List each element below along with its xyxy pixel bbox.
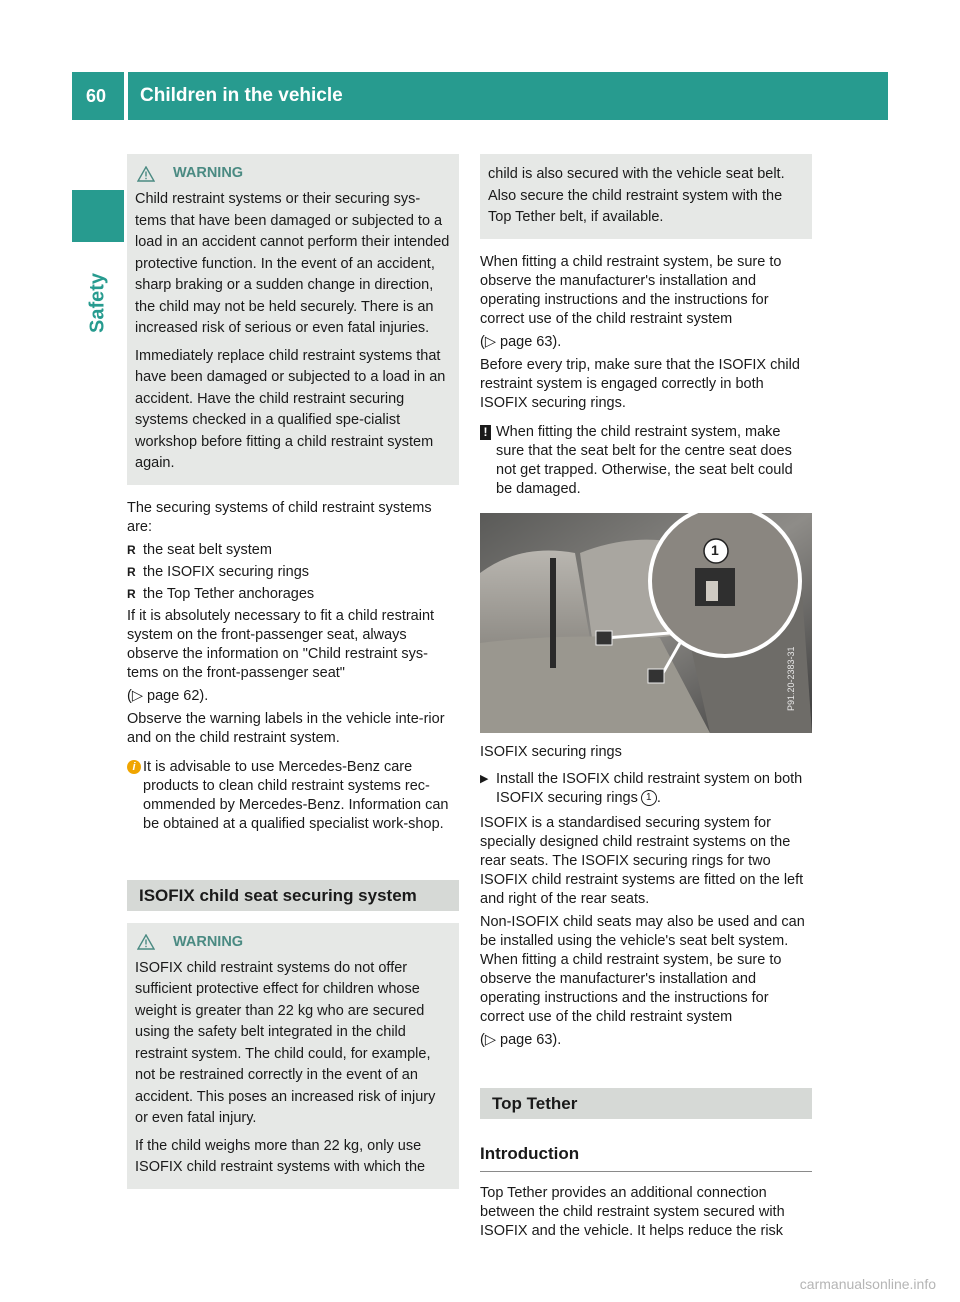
step-text: Install the ISOFIX child restraint system on both ISOFIX securing rings — [496, 770, 803, 806]
warning-triangle-icon — [137, 934, 155, 950]
securing-list — [127, 541, 459, 604]
list-item: R the ISOFIX securing rings — [127, 563, 459, 582]
callout-marker: 1 — [641, 790, 657, 806]
warning-text: Immediately replace child restraint systems that have been damaged or subjected to a load in an accident. Have the child restraint securing systems checked in a qualified spe-cialist workshop before fitting a child restraint system again. — [135, 347, 446, 471]
warning-label: WARNING — [173, 165, 244, 181]
left-column — [127, 154, 459, 1203]
list-item: R the Top Tether anchorages — [127, 585, 459, 604]
warning-heading — [135, 164, 451, 183]
info-note — [127, 758, 459, 834]
list-item: R the seat belt system — [127, 541, 459, 560]
warning-text: ISOFIX child restraint systems do not offer sufficient protective effect for children whose weight is greater than 22 kg who are secured using the safety belt integrated in the child restraint system. The child could, for example, not be restrained correctly in the event of an accident. This poses an increased risk of injury or even fatal injury. — [135, 959, 436, 1126]
section-tab-block — [72, 190, 124, 242]
warning-box-continued — [480, 154, 812, 239]
page-reference-link[interactable]: (▷ page 63). — [480, 333, 562, 350]
info-note-text: It is advisable to use Mercedes-Benz care products to clean child restraint systems rec-ommended by Mercedes-Benz. Information can be obtained at a qualified specialist work-shop. — [143, 758, 449, 832]
section-tab — [72, 248, 124, 358]
warning-label: WARNING — [173, 933, 244, 950]
photo-caption: ISOFIX securing rings — [480, 743, 622, 760]
right-column — [480, 154, 812, 1245]
before-trip-paragraph: Before every trip, make sure that the ISOFIX child restraint system is engaged correctly in both ISOFIX securing rings. — [480, 356, 800, 411]
watermark: carmanualsonline.info — [799, 1276, 936, 1292]
non-isofix-paragraph: Non-ISOFIX child seats may also be used and can be installed using the vehicle's seat belt system. When fitting a child restraint system, be sure to observe the manufacturer's installation and operating instructions and the instructions for correct use of the child restraint system — [480, 913, 805, 1025]
page-number: 60 — [86, 86, 107, 106]
introduction-heading: Introduction — [480, 1131, 812, 1172]
top-tether-heading: Top Tether — [480, 1088, 812, 1119]
page-reference-link[interactable]: (▷ page 63). — [480, 1031, 562, 1048]
notice-note — [480, 423, 812, 499]
section-label: Safety — [86, 272, 109, 334]
warning-text: Child restraint systems or their securing sys-tems that have been damaged or subjected to a load in an accident cannot perform their intended protective function. In the event of an accident, sharp braking or a sudden change in direction, the child may not be held securely. There is an increased risk of serious or even fatal injuries. — [135, 191, 450, 336]
isofix-heading: ISOFIX child seat securing system — [127, 880, 459, 911]
warning-text: child is also secured with the vehicle seat belt. Also secure the child restraint system with the Top Tether belt, if available. — [488, 166, 785, 225]
warning-text: If the child weighs more than 22 kg, only use ISOFIX child restraint systems with which the — [135, 1137, 426, 1175]
warning-heading — [135, 933, 451, 952]
page-number-block — [72, 72, 124, 120]
fitting-paragraph: When fitting a child restraint system, be sure to observe the manufacturer's installation and operating instructions and the instructions for correct use of the child restraint system — [480, 253, 782, 327]
isofix-photo — [480, 513, 812, 733]
isofix-paragraph: ISOFIX is a standardised securing system for specially designed child restraint systems on the rear seats. The ISOFIX securing rings for two ISOFIX child restraint systems are fitted on the left and right of the rear seats. — [480, 814, 804, 907]
chapter-title: Children in the vehicle — [140, 85, 343, 106]
warning-labels-paragraph: Observe the warning labels in the vehicle inte-rior and on the child restraint system. — [127, 710, 445, 746]
photo-code: P91.20-2383-31 — [786, 645, 796, 711]
warning-triangle-icon — [137, 166, 155, 182]
photo-callout: 1 — [711, 541, 719, 558]
warning-box-1 — [127, 154, 459, 485]
front-seat-paragraph: If it is absolutely necessary to fit a child restraint system on the front-passenger seat, always observe the information on "Child restraint sys-tems on the front-passenger seat" — [127, 607, 435, 681]
exclamation-icon: ! — [480, 425, 491, 440]
info-icon: i — [127, 760, 141, 774]
notice-text: When fitting the child restraint system, make sure that the seat belt for the centre seat does not get trapped. Otherwise, the seat belt could be damaged. — [496, 423, 793, 497]
page-reference-link[interactable]: (▷ page 62). — [127, 687, 209, 704]
chapter-header — [128, 72, 888, 120]
install-step: ▶ Install the ISOFIX child restraint system on both ISOFIX securing rings 1 . — [480, 770, 812, 808]
top-tether-paragraph: Top Tether provides an additional connection between the child restraint system secured with ISOFIX and the vehicle. It helps reduce the risk — [480, 1184, 785, 1239]
isofix-photo-illustration — [480, 513, 812, 733]
warning-box-2 — [127, 923, 459, 1189]
securing-intro: The securing systems of child restraint systems are: — [127, 499, 432, 535]
